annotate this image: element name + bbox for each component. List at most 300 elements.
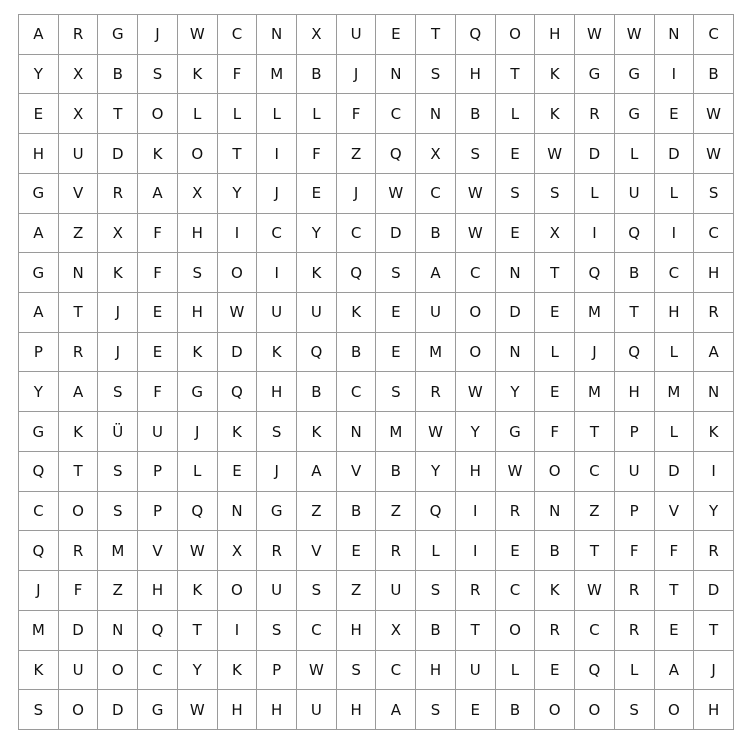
grid-cell[interactable]: O: [59, 492, 99, 532]
grid-cell[interactable]: N: [496, 253, 536, 293]
grid-cell[interactable]: W: [218, 293, 258, 333]
grid-cell[interactable]: R: [59, 333, 99, 373]
grid-cell[interactable]: S: [694, 174, 734, 214]
grid-cell[interactable]: I: [694, 452, 734, 492]
grid-cell[interactable]: C: [655, 253, 695, 293]
grid-cell[interactable]: R: [416, 372, 456, 412]
grid-cell[interactable]: K: [178, 333, 218, 373]
grid-cell[interactable]: N: [337, 412, 377, 452]
grid-cell[interactable]: O: [59, 690, 99, 730]
grid-cell[interactable]: T: [615, 293, 655, 333]
grid-cell[interactable]: O: [218, 571, 258, 611]
grid-cell[interactable]: N: [98, 611, 138, 651]
grid-cell[interactable]: C: [138, 651, 178, 691]
grid-cell[interactable]: O: [456, 333, 496, 373]
grid-cell[interactable]: M: [376, 412, 416, 452]
grid-cell[interactable]: I: [655, 214, 695, 254]
grid-cell[interactable]: T: [98, 94, 138, 134]
grid-cell[interactable]: J: [138, 15, 178, 55]
grid-cell[interactable]: B: [297, 372, 337, 412]
grid-cell[interactable]: M: [98, 531, 138, 571]
grid-cell[interactable]: U: [59, 651, 99, 691]
grid-cell[interactable]: J: [178, 412, 218, 452]
grid-cell[interactable]: I: [456, 531, 496, 571]
grid-cell[interactable]: R: [694, 293, 734, 333]
grid-cell[interactable]: Q: [456, 15, 496, 55]
grid-cell[interactable]: E: [535, 293, 575, 333]
grid-cell[interactable]: M: [19, 611, 59, 651]
grid-cell[interactable]: N: [655, 15, 695, 55]
grid-cell[interactable]: W: [178, 531, 218, 571]
grid-cell[interactable]: F: [297, 134, 337, 174]
grid-cell[interactable]: J: [337, 55, 377, 95]
grid-cell[interactable]: E: [496, 531, 536, 571]
grid-cell[interactable]: S: [496, 174, 536, 214]
grid-cell[interactable]: H: [257, 690, 297, 730]
grid-cell[interactable]: U: [615, 174, 655, 214]
grid-cell[interactable]: Q: [19, 531, 59, 571]
grid-cell[interactable]: A: [19, 293, 59, 333]
grid-cell[interactable]: O: [655, 690, 695, 730]
grid-cell[interactable]: P: [19, 333, 59, 373]
grid-cell[interactable]: G: [138, 690, 178, 730]
grid-cell[interactable]: J: [337, 174, 377, 214]
grid-cell[interactable]: H: [19, 134, 59, 174]
grid-cell[interactable]: S: [98, 492, 138, 532]
grid-cell[interactable]: W: [575, 571, 615, 611]
grid-cell[interactable]: N: [376, 55, 416, 95]
grid-cell[interactable]: N: [496, 333, 536, 373]
grid-cell[interactable]: X: [535, 214, 575, 254]
grid-cell[interactable]: C: [337, 214, 377, 254]
grid-cell[interactable]: I: [257, 134, 297, 174]
grid-cell[interactable]: E: [496, 214, 536, 254]
grid-cell[interactable]: E: [337, 531, 377, 571]
grid-cell[interactable]: X: [178, 174, 218, 214]
grid-cell[interactable]: R: [257, 531, 297, 571]
grid-cell[interactable]: F: [138, 214, 178, 254]
grid-cell[interactable]: H: [178, 293, 218, 333]
grid-cell[interactable]: Q: [337, 253, 377, 293]
grid-cell[interactable]: S: [19, 690, 59, 730]
grid-cell[interactable]: N: [59, 253, 99, 293]
grid-cell[interactable]: Z: [297, 492, 337, 532]
grid-cell[interactable]: V: [337, 452, 377, 492]
grid-cell[interactable]: E: [496, 134, 536, 174]
grid-cell[interactable]: S: [376, 253, 416, 293]
grid-cell[interactable]: R: [98, 174, 138, 214]
grid-cell[interactable]: C: [218, 15, 258, 55]
grid-cell[interactable]: Z: [575, 492, 615, 532]
grid-cell[interactable]: G: [496, 412, 536, 452]
grid-cell[interactable]: T: [535, 253, 575, 293]
grid-cell[interactable]: T: [496, 55, 536, 95]
grid-cell[interactable]: E: [535, 651, 575, 691]
grid-cell[interactable]: U: [257, 293, 297, 333]
grid-cell[interactable]: X: [59, 55, 99, 95]
grid-cell[interactable]: Q: [178, 492, 218, 532]
grid-cell[interactable]: V: [59, 174, 99, 214]
grid-cell[interactable]: E: [297, 174, 337, 214]
grid-cell[interactable]: L: [416, 531, 456, 571]
grid-cell[interactable]: F: [535, 412, 575, 452]
grid-cell[interactable]: J: [98, 293, 138, 333]
grid-cell[interactable]: A: [59, 372, 99, 412]
grid-cell[interactable]: S: [416, 690, 456, 730]
grid-cell[interactable]: K: [535, 94, 575, 134]
grid-cell[interactable]: B: [496, 690, 536, 730]
grid-cell[interactable]: X: [416, 134, 456, 174]
grid-cell[interactable]: S: [376, 372, 416, 412]
grid-cell[interactable]: R: [694, 531, 734, 571]
grid-cell[interactable]: H: [337, 690, 377, 730]
grid-cell[interactable]: N: [694, 372, 734, 412]
grid-cell[interactable]: H: [257, 372, 297, 412]
grid-cell[interactable]: E: [19, 94, 59, 134]
grid-cell[interactable]: P: [615, 492, 655, 532]
grid-cell[interactable]: D: [376, 214, 416, 254]
grid-cell[interactable]: W: [615, 15, 655, 55]
grid-cell[interactable]: B: [456, 94, 496, 134]
grid-cell[interactable]: M: [575, 293, 615, 333]
grid-cell[interactable]: W: [456, 214, 496, 254]
grid-cell[interactable]: J: [694, 651, 734, 691]
grid-cell[interactable]: R: [496, 492, 536, 532]
grid-cell[interactable]: J: [98, 333, 138, 373]
grid-cell[interactable]: W: [178, 15, 218, 55]
grid-cell[interactable]: E: [655, 611, 695, 651]
grid-cell[interactable]: S: [337, 651, 377, 691]
grid-cell[interactable]: B: [694, 55, 734, 95]
grid-cell[interactable]: I: [456, 492, 496, 532]
grid-cell[interactable]: U: [297, 293, 337, 333]
grid-cell[interactable]: A: [138, 174, 178, 214]
grid-cell[interactable]: E: [218, 452, 258, 492]
grid-cell[interactable]: W: [456, 174, 496, 214]
grid-cell[interactable]: W: [297, 651, 337, 691]
grid-cell[interactable]: K: [535, 571, 575, 611]
grid-cell[interactable]: Z: [59, 214, 99, 254]
grid-cell[interactable]: K: [98, 253, 138, 293]
grid-cell[interactable]: H: [615, 372, 655, 412]
grid-cell[interactable]: K: [337, 293, 377, 333]
grid-cell[interactable]: P: [257, 651, 297, 691]
grid-cell[interactable]: L: [615, 651, 655, 691]
grid-cell[interactable]: G: [615, 55, 655, 95]
grid-cell[interactable]: E: [376, 333, 416, 373]
grid-cell[interactable]: R: [456, 571, 496, 611]
grid-cell[interactable]: S: [456, 134, 496, 174]
grid-cell[interactable]: L: [178, 452, 218, 492]
grid-cell[interactable]: C: [575, 452, 615, 492]
grid-cell[interactable]: N: [535, 492, 575, 532]
grid-cell[interactable]: U: [59, 134, 99, 174]
grid-cell[interactable]: S: [98, 372, 138, 412]
grid-cell[interactable]: J: [575, 333, 615, 373]
grid-cell[interactable]: N: [257, 15, 297, 55]
grid-cell[interactable]: Z: [98, 571, 138, 611]
grid-cell[interactable]: O: [138, 94, 178, 134]
grid-cell[interactable]: Q: [575, 651, 615, 691]
grid-cell[interactable]: V: [138, 531, 178, 571]
grid-cell[interactable]: O: [496, 611, 536, 651]
grid-cell[interactable]: Z: [337, 571, 377, 611]
grid-cell[interactable]: H: [456, 452, 496, 492]
grid-cell[interactable]: T: [218, 134, 258, 174]
grid-cell[interactable]: X: [376, 611, 416, 651]
grid-cell[interactable]: T: [655, 571, 695, 611]
grid-cell[interactable]: C: [376, 651, 416, 691]
grid-cell[interactable]: T: [456, 611, 496, 651]
grid-cell[interactable]: T: [575, 531, 615, 571]
grid-cell[interactable]: W: [456, 372, 496, 412]
grid-cell[interactable]: S: [257, 412, 297, 452]
grid-cell[interactable]: U: [416, 293, 456, 333]
grid-cell[interactable]: L: [655, 412, 695, 452]
grid-cell[interactable]: C: [694, 15, 734, 55]
grid-cell[interactable]: Q: [297, 333, 337, 373]
grid-cell[interactable]: U: [376, 571, 416, 611]
grid-cell[interactable]: O: [98, 651, 138, 691]
grid-cell[interactable]: A: [19, 15, 59, 55]
grid-cell[interactable]: H: [456, 55, 496, 95]
grid-cell[interactable]: O: [218, 253, 258, 293]
grid-cell[interactable]: C: [337, 372, 377, 412]
grid-cell[interactable]: C: [416, 174, 456, 214]
grid-cell[interactable]: D: [218, 333, 258, 373]
grid-cell[interactable]: T: [178, 611, 218, 651]
grid-cell[interactable]: K: [138, 134, 178, 174]
grid-cell[interactable]: X: [59, 94, 99, 134]
grid-cell[interactable]: C: [257, 214, 297, 254]
grid-cell[interactable]: F: [218, 55, 258, 95]
grid-cell[interactable]: J: [19, 571, 59, 611]
grid-cell[interactable]: D: [59, 611, 99, 651]
grid-cell[interactable]: S: [416, 571, 456, 611]
grid-cell[interactable]: Y: [297, 214, 337, 254]
grid-cell[interactable]: W: [416, 412, 456, 452]
grid-cell[interactable]: E: [376, 15, 416, 55]
grid-cell[interactable]: F: [59, 571, 99, 611]
grid-cell[interactable]: T: [59, 293, 99, 333]
grid-cell[interactable]: E: [138, 293, 178, 333]
grid-cell[interactable]: E: [655, 94, 695, 134]
grid-cell[interactable]: T: [416, 15, 456, 55]
grid-cell[interactable]: Y: [19, 372, 59, 412]
grid-cell[interactable]: Q: [615, 214, 655, 254]
grid-cell[interactable]: X: [218, 531, 258, 571]
grid-cell[interactable]: K: [257, 333, 297, 373]
grid-cell[interactable]: D: [98, 690, 138, 730]
grid-cell[interactable]: Z: [376, 492, 416, 532]
grid-cell[interactable]: Q: [615, 333, 655, 373]
grid-cell[interactable]: W: [694, 134, 734, 174]
grid-cell[interactable]: T: [575, 412, 615, 452]
grid-cell[interactable]: E: [138, 333, 178, 373]
grid-cell[interactable]: H: [337, 611, 377, 651]
grid-cell[interactable]: Ü: [98, 412, 138, 452]
grid-cell[interactable]: F: [337, 94, 377, 134]
grid-cell[interactable]: Y: [19, 55, 59, 95]
grid-cell[interactable]: G: [615, 94, 655, 134]
grid-cell[interactable]: D: [694, 571, 734, 611]
grid-cell[interactable]: E: [376, 293, 416, 333]
grid-cell[interactable]: Q: [416, 492, 456, 532]
grid-cell[interactable]: B: [615, 253, 655, 293]
grid-cell[interactable]: O: [535, 690, 575, 730]
grid-cell[interactable]: H: [655, 293, 695, 333]
grid-cell[interactable]: V: [655, 492, 695, 532]
grid-cell[interactable]: Z: [337, 134, 377, 174]
grid-cell[interactable]: H: [416, 651, 456, 691]
grid-cell[interactable]: B: [337, 333, 377, 373]
grid-cell[interactable]: M: [655, 372, 695, 412]
grid-cell[interactable]: O: [575, 690, 615, 730]
grid-cell[interactable]: L: [257, 94, 297, 134]
grid-cell[interactable]: K: [297, 412, 337, 452]
grid-cell[interactable]: C: [297, 611, 337, 651]
grid-cell[interactable]: N: [416, 94, 456, 134]
grid-cell[interactable]: C: [496, 571, 536, 611]
grid-cell[interactable]: L: [297, 94, 337, 134]
grid-cell[interactable]: R: [535, 611, 575, 651]
grid-cell[interactable]: W: [496, 452, 536, 492]
grid-cell[interactable]: Q: [138, 611, 178, 651]
grid-cell[interactable]: L: [496, 651, 536, 691]
grid-cell[interactable]: L: [575, 174, 615, 214]
grid-cell[interactable]: H: [694, 253, 734, 293]
grid-cell[interactable]: Q: [218, 372, 258, 412]
grid-cell[interactable]: R: [615, 571, 655, 611]
grid-cell[interactable]: I: [655, 55, 695, 95]
grid-cell[interactable]: B: [376, 452, 416, 492]
grid-cell[interactable]: A: [655, 651, 695, 691]
grid-cell[interactable]: I: [575, 214, 615, 254]
grid-cell[interactable]: Q: [376, 134, 416, 174]
grid-cell[interactable]: A: [416, 253, 456, 293]
grid-cell[interactable]: G: [575, 55, 615, 95]
grid-cell[interactable]: I: [218, 611, 258, 651]
grid-cell[interactable]: B: [535, 531, 575, 571]
grid-cell[interactable]: E: [535, 372, 575, 412]
grid-cell[interactable]: H: [218, 690, 258, 730]
grid-cell[interactable]: U: [337, 15, 377, 55]
grid-cell[interactable]: H: [178, 214, 218, 254]
grid-cell[interactable]: U: [138, 412, 178, 452]
grid-cell[interactable]: T: [694, 611, 734, 651]
grid-cell[interactable]: Y: [218, 174, 258, 214]
grid-cell[interactable]: P: [615, 412, 655, 452]
grid-cell[interactable]: Q: [575, 253, 615, 293]
grid-cell[interactable]: L: [615, 134, 655, 174]
grid-cell[interactable]: H: [535, 15, 575, 55]
grid-cell[interactable]: K: [218, 412, 258, 452]
grid-cell[interactable]: M: [575, 372, 615, 412]
grid-cell[interactable]: A: [694, 333, 734, 373]
grid-cell[interactable]: M: [416, 333, 456, 373]
grid-cell[interactable]: L: [218, 94, 258, 134]
grid-cell[interactable]: G: [98, 15, 138, 55]
grid-cell[interactable]: O: [178, 134, 218, 174]
grid-cell[interactable]: G: [19, 253, 59, 293]
grid-cell[interactable]: B: [416, 214, 456, 254]
grid-cell[interactable]: L: [178, 94, 218, 134]
grid-cell[interactable]: D: [575, 134, 615, 174]
grid-cell[interactable]: C: [456, 253, 496, 293]
grid-cell[interactable]: Y: [456, 412, 496, 452]
grid-cell[interactable]: F: [138, 372, 178, 412]
grid-cell[interactable]: W: [694, 94, 734, 134]
grid-cell[interactable]: S: [416, 55, 456, 95]
grid-cell[interactable]: S: [98, 452, 138, 492]
grid-cell[interactable]: F: [655, 531, 695, 571]
grid-cell[interactable]: L: [496, 94, 536, 134]
grid-cell[interactable]: R: [376, 531, 416, 571]
grid-cell[interactable]: K: [178, 55, 218, 95]
grid-cell[interactable]: C: [694, 214, 734, 254]
grid-cell[interactable]: L: [655, 174, 695, 214]
grid-cell[interactable]: K: [218, 651, 258, 691]
grid-cell[interactable]: A: [19, 214, 59, 254]
grid-cell[interactable]: G: [257, 492, 297, 532]
grid-cell[interactable]: R: [575, 94, 615, 134]
grid-cell[interactable]: C: [376, 94, 416, 134]
grid-cell[interactable]: M: [257, 55, 297, 95]
grid-cell[interactable]: S: [138, 55, 178, 95]
grid-cell[interactable]: L: [655, 333, 695, 373]
grid-cell[interactable]: K: [297, 253, 337, 293]
grid-cell[interactable]: S: [615, 690, 655, 730]
grid-cell[interactable]: A: [297, 452, 337, 492]
grid-cell[interactable]: Y: [178, 651, 218, 691]
grid-cell[interactable]: D: [496, 293, 536, 333]
grid-cell[interactable]: K: [178, 571, 218, 611]
grid-cell[interactable]: S: [297, 571, 337, 611]
grid-cell[interactable]: R: [59, 15, 99, 55]
grid-cell[interactable]: H: [138, 571, 178, 611]
grid-cell[interactable]: Y: [416, 452, 456, 492]
grid-cell[interactable]: G: [178, 372, 218, 412]
grid-cell[interactable]: Q: [19, 452, 59, 492]
grid-cell[interactable]: R: [59, 531, 99, 571]
grid-cell[interactable]: V: [297, 531, 337, 571]
grid-cell[interactable]: J: [257, 174, 297, 214]
grid-cell[interactable]: H: [694, 690, 734, 730]
grid-cell[interactable]: C: [19, 492, 59, 532]
grid-cell[interactable]: B: [297, 55, 337, 95]
grid-cell[interactable]: D: [98, 134, 138, 174]
grid-cell[interactable]: F: [138, 253, 178, 293]
grid-cell[interactable]: D: [655, 452, 695, 492]
grid-cell[interactable]: G: [19, 412, 59, 452]
grid-cell[interactable]: K: [59, 412, 99, 452]
grid-cell[interactable]: W: [178, 690, 218, 730]
grid-cell[interactable]: X: [98, 214, 138, 254]
grid-cell[interactable]: R: [615, 611, 655, 651]
grid-cell[interactable]: S: [535, 174, 575, 214]
grid-cell[interactable]: L: [535, 333, 575, 373]
grid-cell[interactable]: O: [535, 452, 575, 492]
grid-cell[interactable]: B: [98, 55, 138, 95]
grid-cell[interactable]: W: [376, 174, 416, 214]
grid-cell[interactable]: U: [257, 571, 297, 611]
grid-cell[interactable]: B: [337, 492, 377, 532]
grid-cell[interactable]: C: [575, 611, 615, 651]
grid-cell[interactable]: P: [138, 452, 178, 492]
grid-cell[interactable]: S: [257, 611, 297, 651]
grid-cell[interactable]: X: [297, 15, 337, 55]
grid-cell[interactable]: J: [257, 452, 297, 492]
